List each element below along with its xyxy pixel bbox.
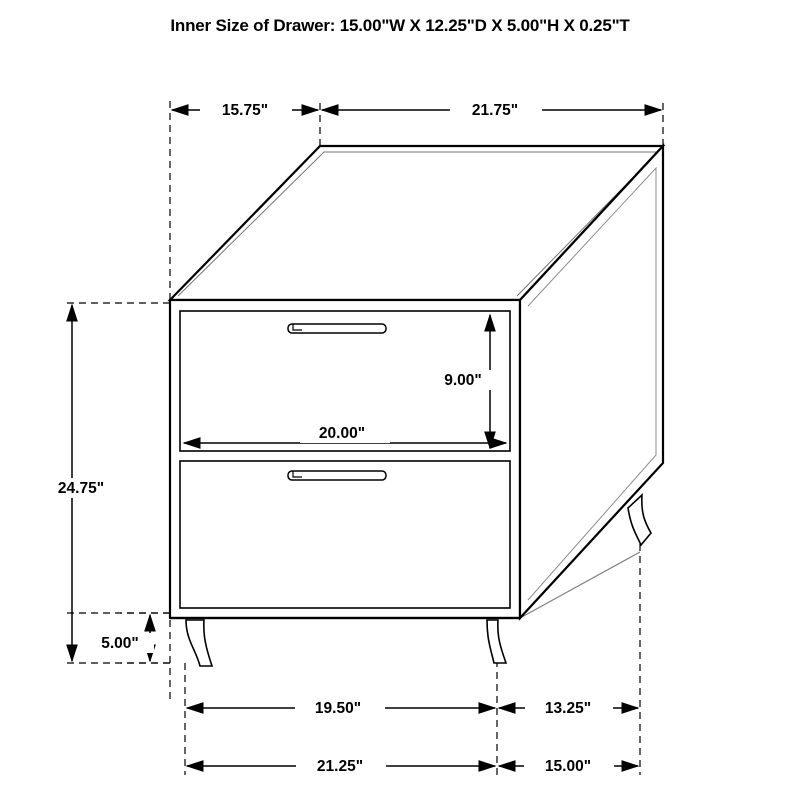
drawer-handle-lower[interactable] xyxy=(288,471,386,480)
dim-drawer-front-width: 20.00" xyxy=(318,425,366,443)
dim-top-left-depth: 15.75" xyxy=(221,102,269,120)
dim-drawer-front-height: 9.00" xyxy=(444,372,482,390)
dim-overall-depth: 15.00" xyxy=(544,758,592,776)
cabinet-body xyxy=(170,146,663,666)
leg-front-right xyxy=(487,620,506,663)
dim-overall-height: 24.75" xyxy=(57,480,105,498)
leg-front-left xyxy=(186,620,212,666)
dim-leg-span-front: 19.50" xyxy=(314,700,362,718)
dim-leg-span-side: 13.25" xyxy=(544,700,592,718)
page-title: Inner Size of Drawer: 15.00"W X 12.25"D X 5.00"H X 0.25"T xyxy=(170,16,630,35)
dim-top-right-width: 21.75" xyxy=(471,102,519,120)
leg-back-right xyxy=(628,495,651,545)
dim-overall-width: 21.25" xyxy=(316,758,364,776)
drawer-lower[interactable] xyxy=(180,461,510,608)
dim-leg-height: 5.00" xyxy=(101,635,139,653)
drawer-handle-upper[interactable] xyxy=(288,324,386,333)
